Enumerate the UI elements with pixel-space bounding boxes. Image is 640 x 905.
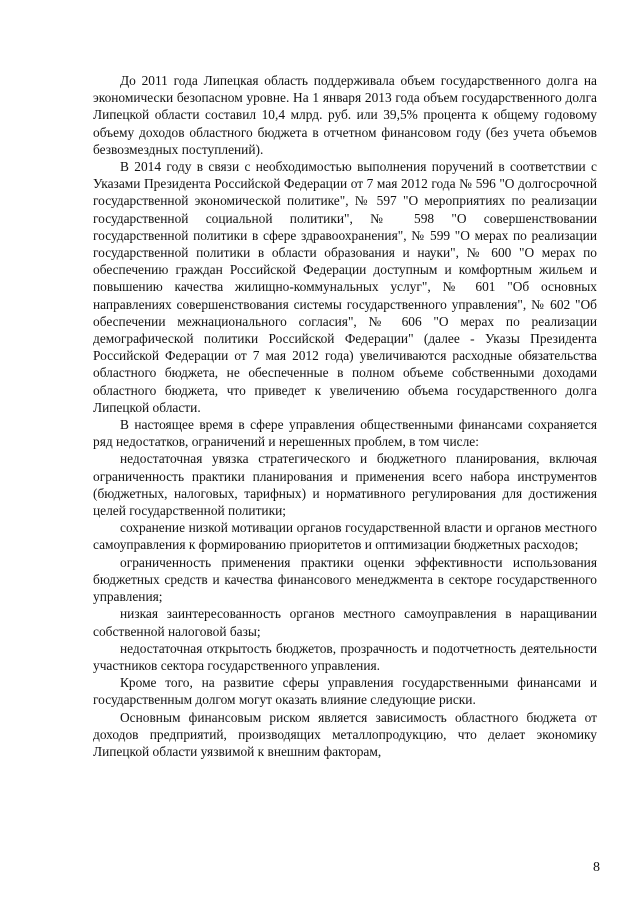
paragraph-presidential-decrees: В 2014 году в связи с необходимостью выполнения поручений в соответствии с Указами Президента Российской Федерации от 7 мая 2012 года № 596 "О долгосрочной государственной экономической политике", № 597 "О мероприятиях по реализации государственной социальной политики", № 598 "О совершенствовании государственной политики в сфере здравоохранения", № 599 "О мерах по реализации государственной политики в области образования и науки", № 600 "О мерах по обеспечению граждан Российской Федерации доступным и комфортным жильем и повышению качества жилищно-коммунальных услуг", № 601 "Об основных направлениях совершенствования системы государственного управления", № 602 "Об обеспечении межнационального согласия", № 606 "О мерах по реализации демографической политики Российской Федерации" (далее - Указы Президента Российской Федерации от 7 мая 2012 года) увеличиваются расходные обязательства областного бюджета, не обеспеченные в полном объеме собственными доходами областного бюджета, что приведет к увеличению объема государственного долга Липецкой области.	[93, 159, 597, 415]
paragraph-debt-history: До 2011 года Липецкая область поддерживала объем государственного долга на экономически безопасном уровне. На 1 января 2013 года объем государственного долга Липецкой области составил 10,4 млрд. руб. или 39,5% процента к общему годовому объему доходов областного бюджета в отчетном финансовом году (без учета объемов безвозмездных поступлений).	[93, 73, 597, 157]
paragraph-problems-intro: В настоящее время в сфере управления общественными финансами сохраняется ряд недостатков, ограничений и нерешенных проблем, в том числе:	[93, 417, 597, 450]
list-item-efficiency: ограниченность применения практики оценки эффективности использования бюджетных средств и качества финансового менеджмента в секторе государственного управления;	[93, 554, 597, 605]
list-item-motivation: сохранение низкой мотивации органов государственной власти и органов местного самоуправления к формированию приоритетов и оптимизации бюджетных расходов;	[93, 520, 597, 553]
page-number: 8	[593, 860, 600, 875]
list-item-tax-base: низкая заинтересованность органов местного самоуправления в наращивании собственной налоговой базы;	[93, 606, 597, 639]
body-text	[93, 72, 597, 760]
list-item-planning: недостаточная увязка стратегического и бюджетного планирования, включая ограниченность практики планирования и применения всего набора инструментов (бюджетных, налоговых, тарифных) и нормативного регулирования для достижения целей государственной политики;	[93, 451, 597, 519]
paragraph-risks-intro: Кроме того, на развитие сферы управления государственными финансами и государственным долгом могут оказать влияние следующие риски.	[93, 675, 597, 708]
paragraph-financial-risk: Основным финансовым риском является зависимость областного бюджета от доходов предприятий, производящих металлопродукцию, что делает экономику Липецкой области уязвимой к внешним факторам,	[93, 709, 597, 759]
list-item-transparency: недостаточная открытость бюджетов, прозрачность и подотчетность деятельности участников сектора государственного управления.	[93, 640, 597, 673]
